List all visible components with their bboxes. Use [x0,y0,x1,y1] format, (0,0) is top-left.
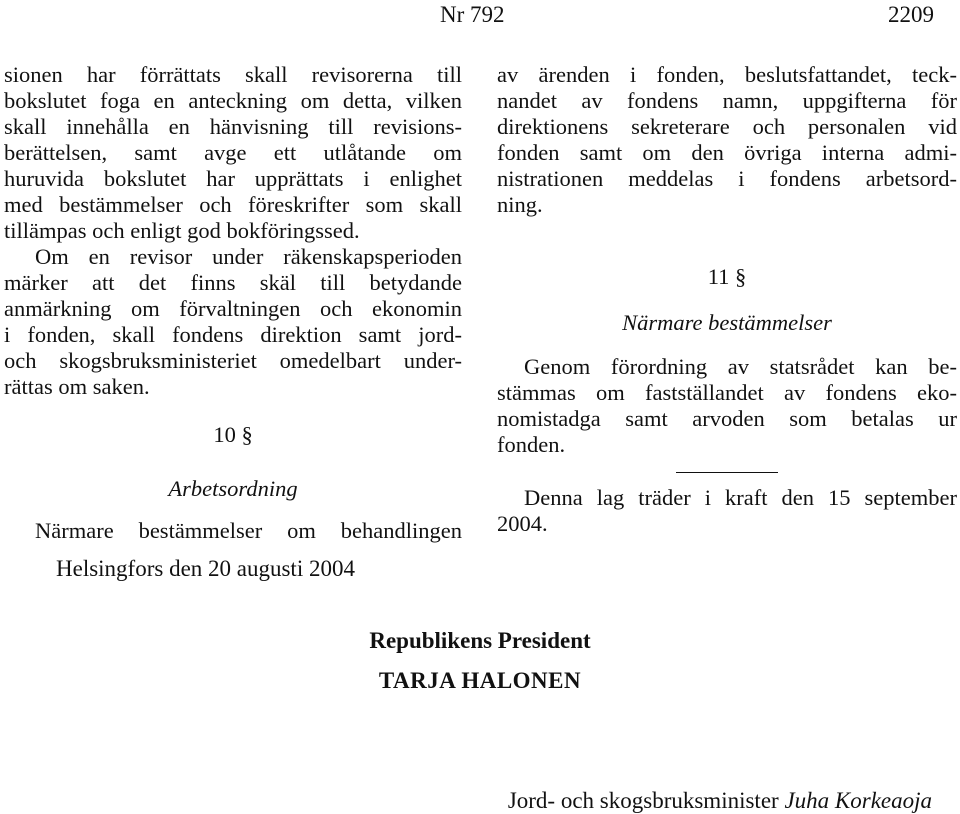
text-line: bokslutet foga en anteckning om detta, vilken [4,88,462,113]
text-line: sionen har förrättats skall revisorerna till [4,62,462,87]
minister-name: Juha Korkeaoja [784,788,932,813]
text-line: och skogsbruksministeriet omedelbart under- [4,348,462,373]
text-line: Närmare bestämmelser om behandlingen [35,518,462,543]
text-line: Om en revisor under räkenskapsperioden [35,244,462,269]
text-line: Genom förordning av statsrådet kan be- [524,354,957,379]
issue-number: Nr 792 [440,2,505,27]
section-divider [676,472,778,473]
place-date: Helsingfors den 20 augusti 2004 [56,556,355,581]
president-name: TARJA HALONEN [378,668,582,693]
minister-title: Jord- och skogsbruksminister [507,788,779,813]
minister-signature [508,788,932,814]
text-line: Denna lag träder i kraft den 15 september [524,485,957,510]
text-line: ning. [497,192,543,217]
text-line: rättas om saken. [4,374,150,399]
text-line: skall innehålla en hänvisning till revisions- [4,114,462,139]
section-title: Arbetsordning [168,476,298,501]
text-line: huruvida bokslutet har upprättats i enlighet [4,166,462,191]
text-line: direktionens sekreterare och personalen vid [497,114,957,139]
text-line: med bestämmelser och föreskrifter som skall [4,192,462,217]
right-column [497,62,957,537]
text-line: 2004. [497,511,548,536]
text-line: nomistadga samt arvoden som betalas ur [497,406,957,431]
text-line: i fonden, skall fondens direktion samt jord- [4,322,462,347]
section-number: 11 § [707,264,747,289]
text-line: fonden samt om den övriga interna admi- [497,140,957,165]
text-line: nandet av fondens namn, uppgifterna för [497,88,957,113]
text-line: nistrationen meddelas i fondens arbetsord- [497,166,957,191]
text-line: anmärkning om förvaltningen och ekonomin [4,296,462,321]
left-column [4,62,462,544]
text-line: märker att det finns skäl till betydande [4,270,462,295]
section-title: Närmare bestämmelser [622,310,832,335]
section-number: 10 § [213,422,253,447]
page-number: 2209 [888,2,934,27]
text-line: av ärenden i fonden, beslutsfattandet, teck- [497,62,957,87]
text-line: fonden. [497,432,566,457]
president-title: Republikens President [369,628,591,653]
text-line: stämmas om fastställandet av fondens eko- [497,380,957,405]
text-line: tillämpas och enligt god bokföringssed. [4,218,360,243]
text-line: berättelsen, samt avge ett utlåtande om [4,140,462,165]
